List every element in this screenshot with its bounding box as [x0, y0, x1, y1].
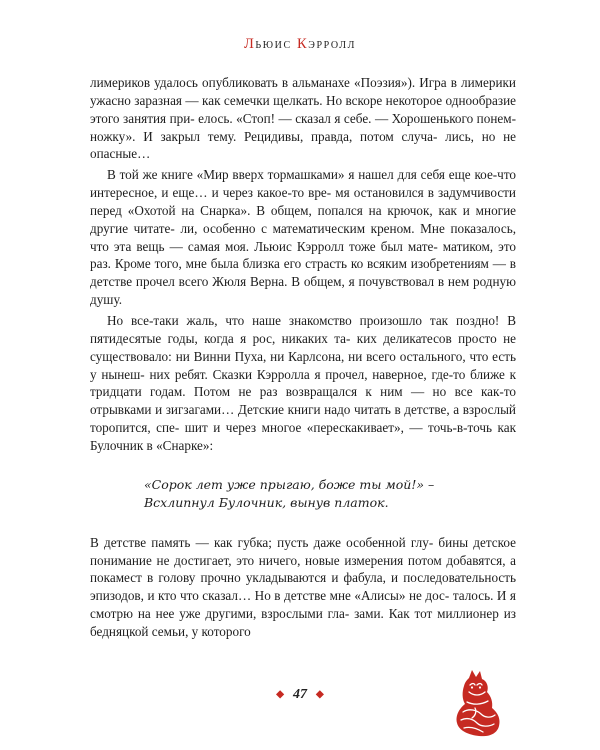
- text-line: Верна. В общем, я почувствовал в нем родную душу.: [90, 274, 517, 308]
- header-word-1-rest: ьюис: [255, 36, 292, 52]
- paragraph-1: [90, 74, 516, 163]
- text-line: что эта вещь — самая моя. Льюис Кэрролл тоже был мате-: [90, 238, 438, 254]
- text-line: талось. И я смотрю на нее уже другими, взрослыми гла-: [90, 588, 516, 622]
- text-line: так поздно! В пятидесятые годы, когда я рос, никаких та-: [90, 312, 517, 346]
- paragraph-4: [90, 534, 516, 641]
- diamond-ornament-icon: ◆: [316, 689, 324, 700]
- text-line: ких деликатесов просто не существовало: ни Винни Пуха,: [90, 330, 517, 364]
- text-line: матиком, это раз. Кроме того, мне была близка его страсть: [90, 238, 517, 272]
- paragraph-2: [90, 166, 516, 309]
- text-line: мя остановился в задумчивости перед «Охотой на Снарка».: [90, 185, 516, 218]
- text-line: книги надо читать в детстве, а взрослый торопится, спе-: [90, 402, 516, 436]
- text-line: В детстве память — как губка; пусть даже особенной глу-: [90, 534, 434, 550]
- header-word-2-rest: эрролл: [308, 36, 356, 52]
- text-line: елось. «Стоп! — сказал я себе. — Хорошенького понем-: [198, 110, 516, 126]
- running-header: [0, 36, 600, 53]
- text-line: Булочник в «Снарке»:: [90, 437, 214, 453]
- diamond-ornament-icon: ◆: [276, 689, 284, 700]
- text-line: них ребят. Сказки Кэрролла я прочел, наверное, где-то: [149, 366, 466, 382]
- body-text: [90, 74, 516, 641]
- text-line: лись, но не опасные…: [90, 128, 516, 162]
- header-initial-2: К: [296, 36, 309, 52]
- paragraph-3: [90, 312, 516, 455]
- text-line: В общем, попался на крючок, как и многие другие читате-: [90, 202, 516, 236]
- page-number: 47: [293, 687, 307, 702]
- text-line: ножку». И закрыл тему. Рецидивы, правда, потом случа-: [90, 128, 438, 144]
- text-line: ли, особенно с математическим креном. Мне показалось,: [180, 220, 517, 236]
- text-line: ближе к тридцати годам. Потом не раз возвращался: [90, 366, 517, 400]
- quote-line-2: Всхлипнул Булочник, вынув платок.: [144, 494, 389, 510]
- header-initial-1: Л: [243, 36, 256, 52]
- text-line: зами. Как тот миллионер из бедняцкой семьи, у которого: [90, 606, 516, 639]
- text-line: и кто что сказал… Но в детстве мне «Алисы» не дос-: [147, 588, 450, 604]
- text-line: Игра в лимерики ужасно заразная — как семечки щелкать.: [90, 75, 516, 108]
- text-line: ни Карлсона, ни всего остального, что есть у нынеш-: [90, 348, 516, 382]
- cheshire-cat-ornament-icon: [447, 668, 507, 738]
- text-line: себя еще кое-что интересное, и еще… и через какое-то вре-: [90, 167, 517, 201]
- text-line: лимериков удалось опубликовать в альманахе «Поэзия»).: [90, 75, 416, 90]
- text-line: измерения потом добавятся, а покамест в голову прочно: [90, 552, 517, 586]
- text-line: Но вскоре некоторое однообразие этого занятия при-: [90, 92, 516, 126]
- text-line: бины детское понимание не достигает, это ничего, новые: [90, 534, 516, 568]
- text-line: укладываются и фабула, и последовательность эпизодов,: [90, 570, 516, 604]
- text-line: Но все-таки жаль, что наше знакомство произошло: [107, 312, 422, 328]
- quote-line-1: «Сорок лет уже прыгаю, боже ты мой!» –: [144, 476, 435, 492]
- text-line: ко всяким изобретениям — в детстве прочел всего Жюля: [90, 256, 516, 290]
- page-footer: [0, 687, 600, 703]
- verse-quote: [144, 476, 516, 512]
- text-line: В той же книге «Мир вверх тормашками» я нашел для: [107, 167, 417, 183]
- text-line: к ним — но все как-то отрывками и зигзагами… Детские: [90, 384, 517, 418]
- text-line: шит и через многое «перескакивает», — точь-в-точь как: [184, 420, 517, 436]
